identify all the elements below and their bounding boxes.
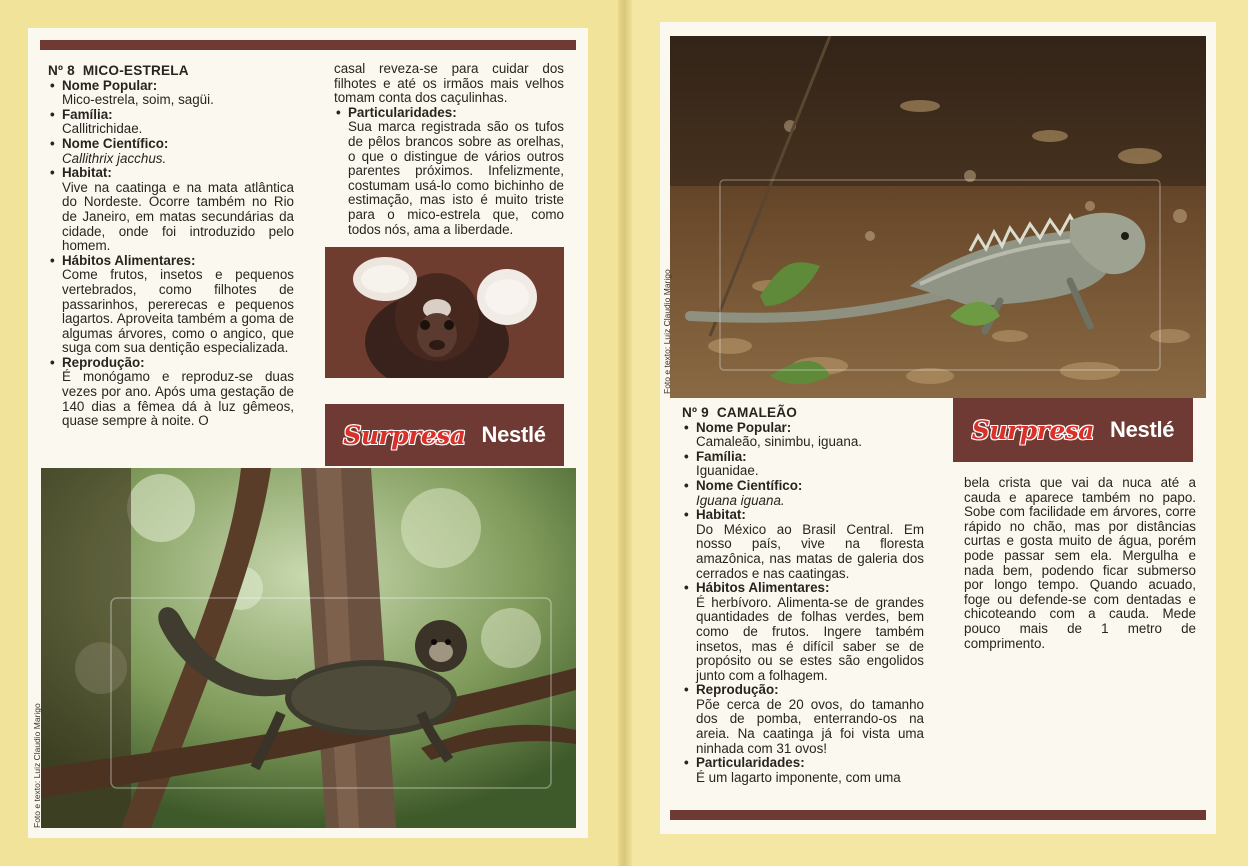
section-particularities — [682, 756, 924, 785]
text-column-2 — [964, 476, 1196, 651]
mico-estrela-in-tree-illustration — [41, 468, 576, 828]
section-text: Põe cerca de 20 ovos, do tamanho dos de pomba, enterrando-os na areia. Na caatinga já foi vista uma ninhada com 31 ovos! — [696, 696, 924, 756]
section-text: Iguanidae. — [696, 463, 759, 479]
section-habitat — [682, 508, 924, 581]
section-text: Callitrichidae. — [62, 121, 143, 137]
section-family — [682, 450, 924, 479]
section-label: • Reprodução: — [682, 683, 924, 698]
mico-estrela-main-photo — [41, 468, 576, 828]
section-label: • Nome Popular: — [48, 79, 294, 94]
bottom-band — [670, 810, 1206, 820]
section-text: Mico-estrela, soim, sagüi. — [62, 92, 214, 108]
mico-estrela-portrait-photo — [325, 247, 564, 378]
sticker-card-camaleao — [660, 22, 1216, 834]
section-label: • Nome Popular: — [682, 421, 924, 436]
section-label: • Nome Científico: — [48, 137, 294, 152]
section-label: • Particularidades: — [682, 756, 924, 771]
camaleao-main-photo — [670, 36, 1206, 398]
section-label: • Reprodução: — [48, 356, 294, 371]
section-popular-name — [682, 421, 924, 450]
section-text: Come frutos, insetos e pequenos vertebrados, como filhotes de passarinhos, pererecas e pequenos lagartos. Aproveita também a goma de algumas árvores, como o angico, que suga com sua dentição especializada. — [62, 267, 294, 356]
section-text: Do México ao Brasil Central. Em nosso país, vive na floresta amazônica, nas matas de galeria dos cerrados e nas caatingas. — [696, 521, 924, 581]
nestle-logo: Nestlé — [1110, 417, 1175, 442]
photo-credit: Foto e texto: Luiz Claudio Marigo — [662, 269, 672, 394]
text-column-1 — [48, 64, 294, 429]
section-habitat — [48, 166, 294, 254]
section-label: • Hábitos Alimentares: — [682, 581, 924, 596]
surpresa-logo: Surpresa — [971, 415, 1094, 445]
continued-text: bela crista que vai da nuca até a cauda e aparece também no papo. Sobe com facilidade em árvores, corre rápido no chão, mas por distâncias curtas e gosta muito de água, porém pode passar sem ela. Mergulha e nada bem, podendo ficar submerso por longo tempo. Quando acuado, foge ou defende-se com dentadas e chicoteando com a cauda. Mede pouco mais de 1 metro de comprimento. — [964, 475, 1196, 651]
section-label: • Habitat: — [682, 508, 924, 523]
section-reproduction — [682, 683, 924, 756]
brand-banner — [953, 398, 1193, 462]
section-label: • Nome Científico: — [682, 479, 924, 494]
section-popular-name — [48, 79, 294, 108]
brand-banner — [325, 404, 564, 466]
section-label: • Hábitos Alimentares: — [48, 254, 294, 269]
text-column-1 — [682, 406, 924, 785]
section-text: Vive na caatinga e na mata atlântica do Nordeste. Ocorre também no Rio de Janeiro, em matas secundárias da cidade, onde foi introduzido pelo homem. — [62, 179, 294, 254]
section-label: • Família: — [48, 108, 294, 123]
card-number: Nº 8 — [48, 63, 75, 78]
section-label: • Família: — [682, 450, 924, 465]
section-text: É um lagarto imponente, com uma — [696, 769, 901, 785]
text-column-2 — [334, 62, 564, 237]
photo-credit: Foto e texto: Luiz Claudio Marigo — [32, 703, 42, 828]
section-family — [48, 108, 294, 137]
sticker-card-mico-estrela — [28, 28, 588, 838]
section-scientific-name — [682, 479, 924, 508]
card-title: CAMALEÃO — [716, 405, 798, 420]
top-band — [40, 40, 576, 50]
section-text: Callithrix jacchus. — [62, 150, 167, 166]
booklet-gutter — [618, 0, 632, 866]
card-header — [682, 406, 924, 421]
nestle-logo: Nestlé — [481, 422, 546, 447]
continued-text: casal reveza-se para cuidar dos filhotes e até os irmãos mais velhos tomam conta dos caçulinhas. — [334, 61, 564, 106]
section-text: É monógamo e reproduz-se duas vezes por ano. Após uma gestação de 140 dias a fêmea dá à luz gêmeos, quase sempre à noite. O — [62, 369, 294, 429]
card-number: Nº 9 — [682, 405, 709, 420]
card-title: MICO-ESTRELA — [82, 63, 189, 78]
section-text: Iguana iguana. — [696, 492, 785, 508]
section-reproduction — [48, 356, 294, 429]
section-label: • Habitat: — [48, 166, 294, 181]
iguana-on-leaves-illustration — [670, 36, 1206, 398]
section-text: Sua marca registrada são os tufos de pêlos brancos sobre as orelhas, o que o distingue de vários outros parentes próximos. Infelizmente, costumam usá-lo como bichinho de estimação, mas isto é muito triste para o mico-estrela que, como todos nós, ama a liberdade. — [348, 119, 564, 237]
section-text: É herbívoro. Alimenta-se de grandes quantidades de folhas verdes, bem como de frutos. Ingere também insetos, mas é difícil saber se de propósito ou se estes são engolidos junto com a folhagem. — [696, 594, 924, 683]
section-scientific-name — [48, 137, 294, 166]
card-header — [48, 64, 294, 79]
surpresa-logo: Surpresa — [343, 420, 466, 450]
section-food-habits — [48, 254, 294, 356]
section-label: • Particularidades: — [334, 106, 564, 121]
section-text: Camaleão, sinimbu, iguana. — [696, 434, 862, 450]
section-food-habits — [682, 581, 924, 683]
mico-estrela-portrait-illustration — [325, 247, 564, 378]
section-particularities — [334, 106, 564, 237]
